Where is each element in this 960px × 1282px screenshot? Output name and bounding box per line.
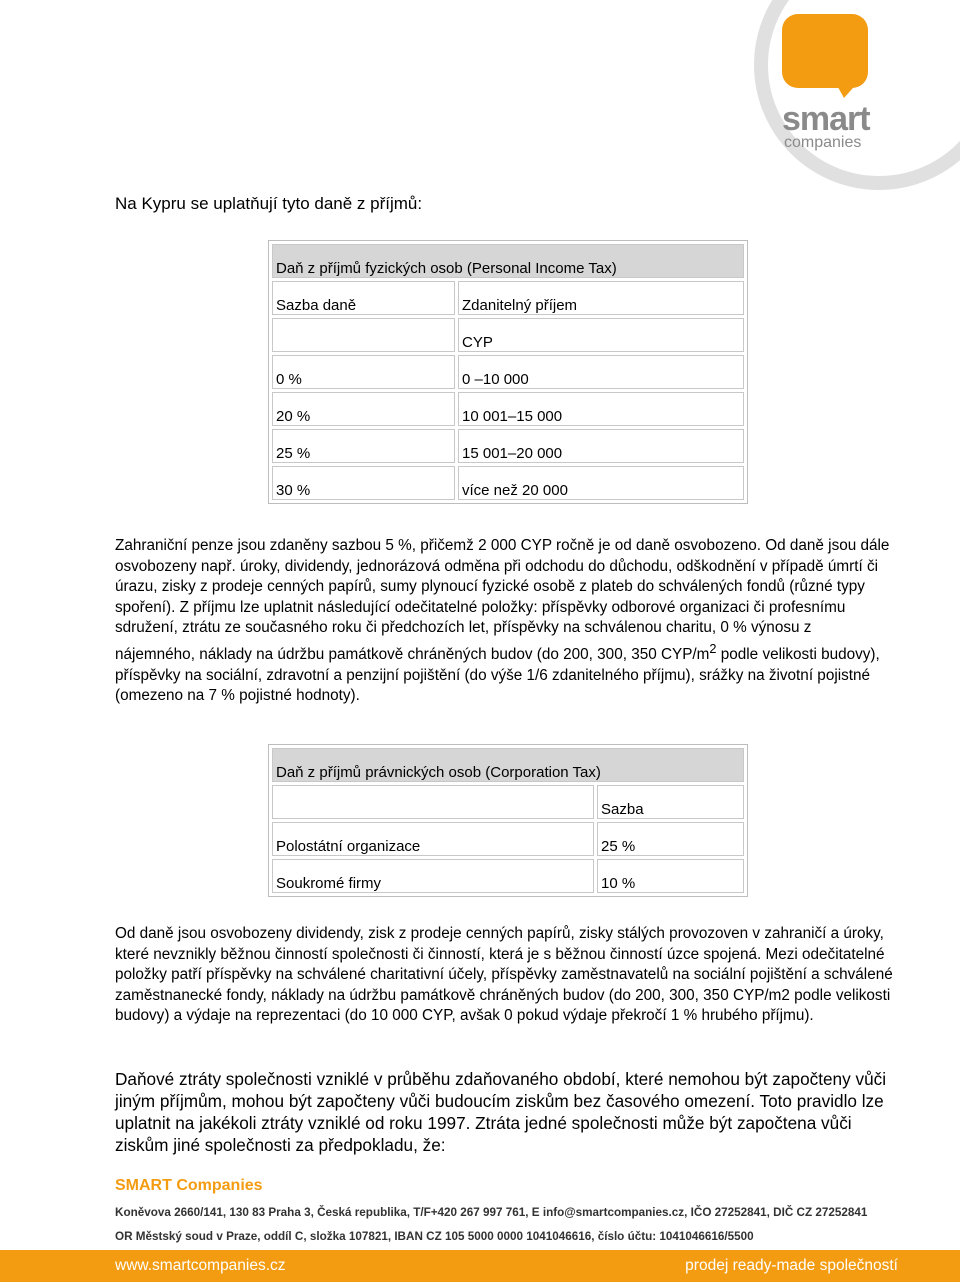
rate-cell: 30 %: [272, 466, 455, 500]
rate-cell: 25 %: [272, 429, 455, 463]
table-row: [272, 748, 744, 782]
paragraph-personal-tax: [115, 536, 895, 707]
speech-bubble-icon: [782, 14, 868, 88]
range-cell: 15 001–20 000: [458, 429, 744, 463]
range-cell: 10 001–15 000: [458, 392, 744, 426]
company-logo: [716, 0, 960, 150]
label-cell: Soukromé firmy: [272, 859, 594, 893]
table-row: [272, 429, 744, 463]
paragraph-text: Zahraniční penze jsou zdaněny sazbou 5 %, přičemž 2 000 CYP ročně je od daně osvobozeno. Od daně jsou dále osvobozeny např. úroky, dividendy, jednorázová odměna při odchodu do důchodu, odškodnění v případě úmrtí či úrazu, zisky z prodeje cenných papírů, sumy plynoucí fyzické osobě z plateb do schválených fondů (různé typy spoření). Z příjmu lze uplatnit následující odečitatelné položky: příspěvky odborové organizaci či profesnímu sdružení, ztrátu ze současného roku či předchozích let, příspěvky na schválenou charitu, 0 % výnosu z nájemného, náklady na údržbu památkově chráněných budov (do 200, 300, 350 CYP/m: [115, 537, 890, 664]
footer-slogan: prodej ready-made společností: [685, 1257, 898, 1274]
footer-address: Koněvova 2660/141, 130 83 Praha 3, Česká republika, T/F+420 267 997 761, E info@smartcompanies.cz, IČO 27252841, DIČ CZ 27252841: [115, 1206, 868, 1219]
footer-brand: SMART Companies: [115, 1177, 263, 1194]
table-row: [272, 318, 744, 352]
logo-word-companies: companies: [784, 134, 862, 151]
range-cell: více než 20 000: [458, 466, 744, 500]
intro-text: Na Kypru se uplatňují tyto daně z příjmů:: [115, 194, 423, 213]
table-cell-empty: [272, 785, 594, 819]
table-title: Daň z příjmů fyzických osob (Personal Income Tax): [272, 244, 744, 278]
personal-income-tax-table: [268, 240, 748, 504]
logo-word-smart: smart: [782, 100, 870, 138]
superscript: 2: [709, 640, 717, 656]
column-header-rate: Sazba: [597, 785, 744, 819]
unit-cell: CYP: [458, 318, 744, 352]
table-row: [272, 244, 744, 278]
table-row: [272, 355, 744, 389]
footer-register: OR Městský soud v Praze, oddíl C, složka 107821, IBAN CZ 105 5000 0000 1041046616, číslo účtu: 1041046616/5500: [115, 1230, 754, 1243]
label-cell: Polostátní organizace: [272, 822, 594, 856]
table-title: Daň z příjmů právnických osob (Corporation Tax): [272, 748, 744, 782]
table-row: [272, 822, 744, 856]
table-row: [272, 466, 744, 500]
footer-website-link[interactable]: www.smartcompanies.cz: [115, 1257, 286, 1274]
rate-cell: 20 %: [272, 392, 455, 426]
paragraph-text: podle velikosti budovy), příspěvky na sociální, zdravotní a penzijní pojištění (do výše 1/6 zdanitelného příjmu), srážky na životní pojistné (omezeno na 7 % pojistné hodnoty).: [115, 646, 880, 705]
column-header-income: Zdanitelný příjem: [458, 281, 744, 315]
paragraph-tax-losses: Daňové ztráty společnosti vzniklé v průběhu zdaňovaného období, které nemohou být započteny vůči jiným příjmům, mohou být započteny vůči budoucím ziskům bez časového omezení. Toto pravidlo lze uplatnit na jakékoli ztráty vzniklé od roku 1997. Ztráta jedné společnosti může být započtena vůči ziskům jiné společnosti za předpokladu, že:: [115, 1069, 887, 1155]
corporation-tax-table: [268, 744, 748, 897]
rate-cell: 10 %: [597, 859, 744, 893]
range-cell: 0 –10 000: [458, 355, 744, 389]
rate-cell: 0 %: [272, 355, 455, 389]
table-row: [272, 281, 744, 315]
table-row: [272, 859, 744, 893]
column-header-rate: Sazba daně: [272, 281, 455, 315]
table-row: [272, 392, 744, 426]
table-cell-empty: [272, 318, 455, 352]
table-row: [272, 785, 744, 819]
paragraph-corporate-exemptions: Od daně jsou osvobozeny dividendy, zisk z prodeje cenných papírů, zisky stálých provozoven v zahraničí a úroky, které nevznikly běžnou činností společnosti či činností, která je s běžnou činností úzce spojená. Mezi odečitatelné položky patří příspěvky na schválené charitativní účely, příspěvky zaměstnavatelů na sociální pojištění a schválené zaměstnanecké fondy, náklady na údržbu památkově chráněných budov (do 200, 300, 350 CYP/m2 podle velikosti budovy) a výdaje na reprezentaci (do 10 000 CYP, avšak 0 pokud výdaje překročí 1 % hrubého příjmu).: [115, 925, 893, 1025]
rate-cell: 25 %: [597, 822, 744, 856]
speech-bubble-tail: [834, 80, 860, 98]
